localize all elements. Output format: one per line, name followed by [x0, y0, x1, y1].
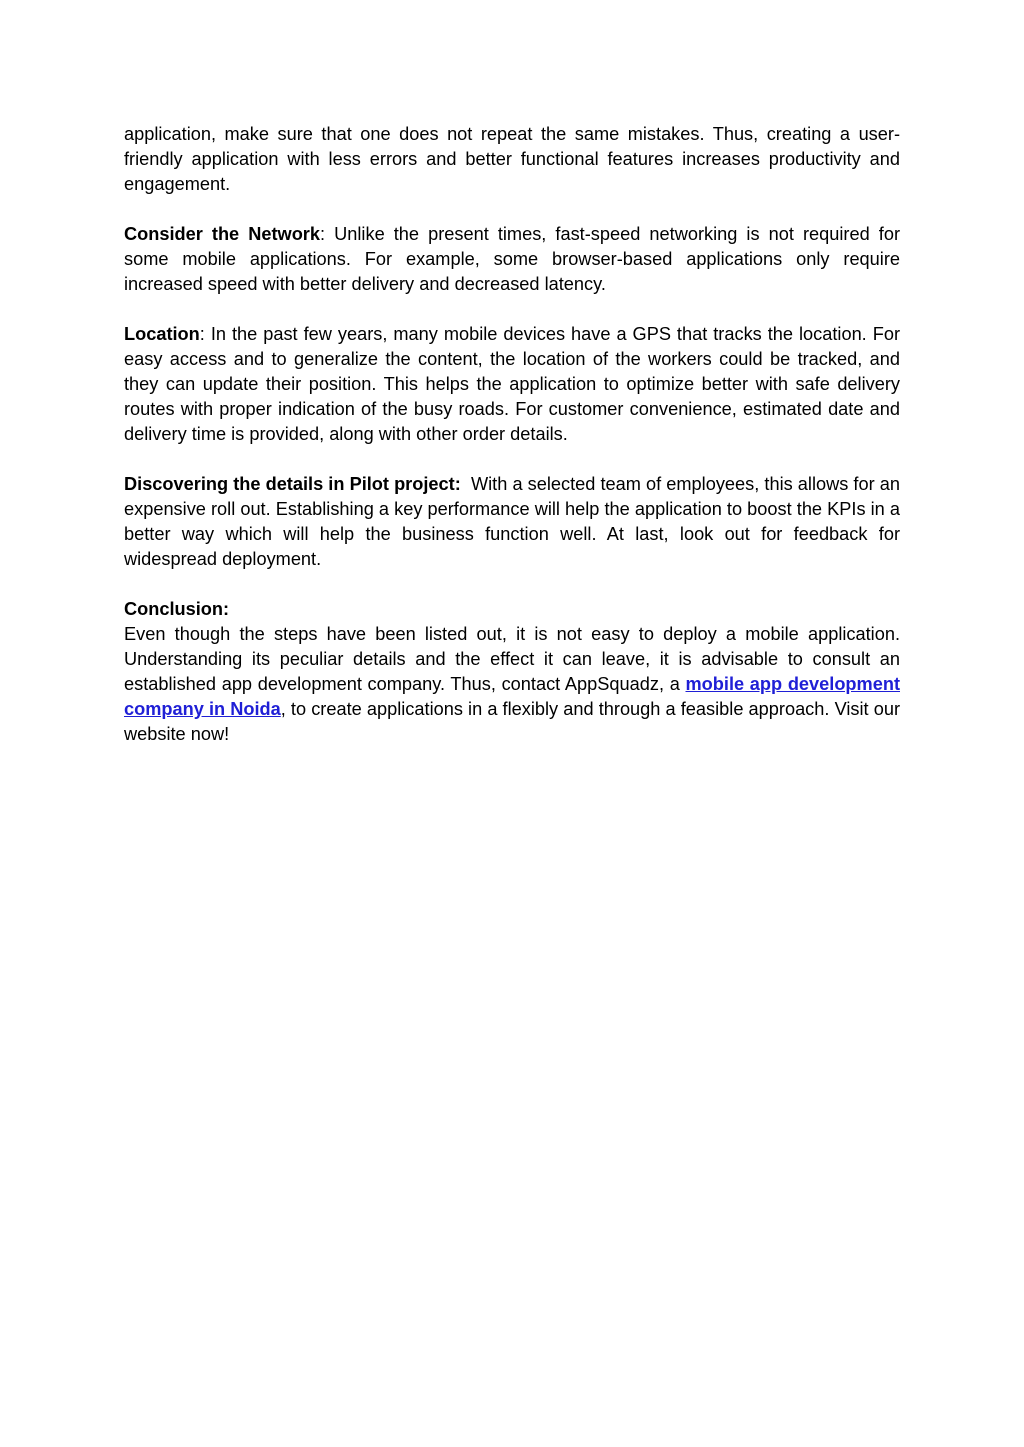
conclusion-text-after-link: , to create applications in a flexibly and through a feasible approach. Visit our website now! — [124, 699, 900, 744]
pilot-text: With a selected team of employees, this allows for an expensive roll out. Establishing a key performance will help the application to boost the KPIs in a better way which will help the business function well. At last, look out for feedback for widespread deployment. — [124, 474, 906, 569]
pilot-heading: Discovering the details in Pilot project: — [124, 474, 461, 494]
location-heading: Location — [124, 324, 200, 344]
conclusion-heading: Conclusion: — [124, 599, 230, 619]
conclusion-text-before-link: Even though the steps have been listed out, it is not easy to deploy a mobile application. Understanding its peculiar details and the effect it can leave, it is advisable to consult an established app development company. Thus, contact AppSquadz, a — [124, 624, 900, 694]
intro-paragraph — [124, 122, 900, 197]
network-paragraph — [124, 222, 900, 297]
conclusion-paragraph — [124, 622, 900, 747]
pilot-paragraph — [124, 472, 906, 572]
network-heading: Consider the Network — [124, 224, 321, 244]
location-paragraph — [124, 322, 900, 447]
document-page — [124, 122, 906, 747]
mobile-app-development-link[interactable]: mobile app development company in Noida — [124, 674, 900, 719]
intro-text: application, make sure that one does not repeat the same mistakes. Thus, creating a user-friendly application with less errors and better functional features increases productivity and engagement. — [124, 124, 900, 194]
location-text: : In the past few years, many mobile devices have a GPS that tracks the location. For easy access and to generalize the content, the location of the workers could be tracked, and they can update their position. This helps the application to optimize better with safe delivery routes with proper indication of the busy roads. For customer convenience, estimated date and delivery time is provided, along with other order details. — [124, 324, 900, 444]
network-text: : Unlike the present times, fast-speed networking is not required for some mobile applications. For example, some browser-based applications only require increased speed with better delivery and decreased latency. — [124, 224, 901, 294]
